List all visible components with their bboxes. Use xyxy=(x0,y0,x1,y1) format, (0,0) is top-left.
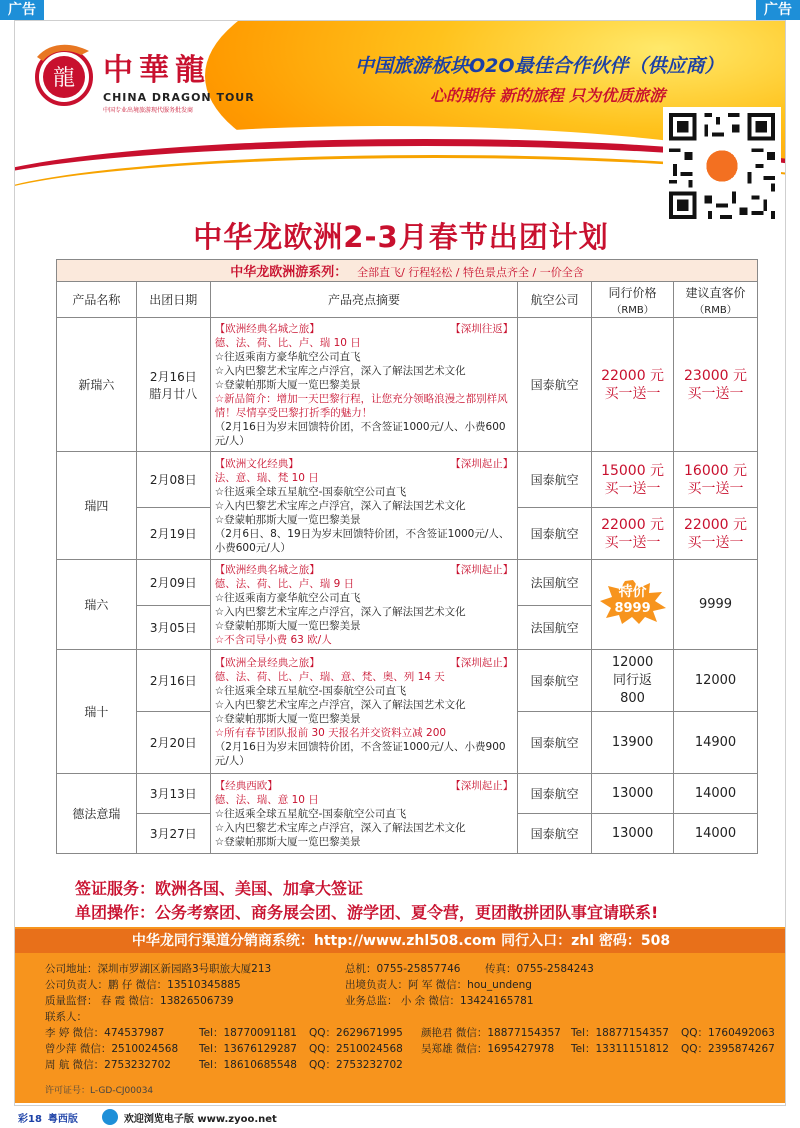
contact-tel: Tel：18770091181 xyxy=(199,1027,297,1039)
contact-person-row xyxy=(45,1025,775,1041)
special-price-burst-icon xyxy=(600,580,666,624)
highlight-tags xyxy=(215,779,513,793)
header-row xyxy=(57,282,758,318)
retail-price-promo: 买一送一 xyxy=(687,385,744,402)
page-title: 中华龙欧洲2-3月春节出团计划 xyxy=(193,220,609,254)
airline: 国泰航空 xyxy=(518,650,592,712)
page-footer xyxy=(14,1106,786,1128)
departure-date: 2月09日 xyxy=(136,560,210,606)
table-row xyxy=(57,560,758,606)
channel-link[interactable]: 中华龙同行渠道分销商系统：http://www.zhl508.com 同行入口：zhl 密码：508 xyxy=(15,929,786,953)
peer-price xyxy=(592,560,674,650)
tour-schedule-table xyxy=(56,259,758,854)
slogan-primary: 中国旅游板块O2O最佳合作伙伴（供应商） xyxy=(355,55,724,77)
highlight-line: ☆往返乘南方豪华航空公司直飞 xyxy=(214,591,361,604)
highlight-line: ☆往返乘全球五星航空-国泰航空公司直飞 xyxy=(214,807,407,820)
services-block xyxy=(75,877,658,925)
highlight-line: ☆往返乘全球五星航空-国泰航空公司直飞 xyxy=(214,684,407,697)
highlight-line: ☆登蒙帕那斯大厦一览巴黎美景 xyxy=(214,712,361,725)
contact-qq: QQ：2629671995 xyxy=(309,1027,403,1039)
retail-price xyxy=(674,318,758,452)
date-line-lunar: 腊月廿八 xyxy=(149,386,198,401)
airline: 国泰航空 xyxy=(518,712,592,774)
contact-wechat: 李 婷 微信：474537987 xyxy=(45,1027,165,1039)
highlight-tags xyxy=(215,457,513,471)
retail-price: 14000 xyxy=(674,814,758,854)
departure-date: 2月08日 xyxy=(136,452,210,508)
highlight-line: ☆入内巴黎艺术宝库之卢浮宫，深入了解法国艺术文化 xyxy=(214,698,466,711)
col-retail-price xyxy=(674,282,758,318)
highlight-line: ☆登蒙帕那斯大厦一览巴黎美景 xyxy=(214,513,361,526)
retail-price-value: 22000 元 xyxy=(684,516,748,533)
col-peer-price-label: 同行价格 xyxy=(608,285,657,300)
highlight-tags xyxy=(215,563,513,577)
retail-price-promo: 买一送一 xyxy=(687,480,744,497)
highlight-tag: 【欧洲文化经典】 xyxy=(214,457,299,470)
peer-price: 13000 xyxy=(592,774,674,814)
highlight-line: ☆登蒙帕那斯大厦一览巴黎美景 xyxy=(214,378,361,391)
site-logo-icon xyxy=(102,1109,118,1125)
highlight-extra: （2月6日、8、19日为岁末回馈特价团，不含签证1000元/人、小费600元/人） xyxy=(214,527,510,554)
route-tag: 【深圳起止】 xyxy=(450,779,514,792)
phone-main: 总机：0755-25857746 xyxy=(345,963,461,975)
highlight-tags xyxy=(215,656,513,670)
departure-date: 2月16日 xyxy=(136,650,210,712)
product-highlights xyxy=(210,452,517,560)
col-highlights: 产品亮点摘要 xyxy=(210,282,517,318)
qr-code-icon[interactable] xyxy=(663,107,781,225)
visa-services: 签证服务：欧洲各国、美国、加拿大签证 xyxy=(75,879,364,898)
retail-price: 9999 xyxy=(674,560,758,650)
contact-row xyxy=(45,1009,775,1025)
peer-price: 13900 xyxy=(592,712,674,774)
highlight-extra: （2月16日为岁末回馈特价团，不含签证1000元/人、小费600元/人） xyxy=(214,420,506,447)
airline: 国泰航空 xyxy=(518,318,592,452)
peer-price-value: 22000 元 xyxy=(601,516,665,533)
contact-qq: QQ：2753232702 xyxy=(309,1059,403,1071)
peer-price-promo: 买一送一 xyxy=(604,480,661,497)
contact-row xyxy=(45,993,775,1009)
col-date: 出团日期 xyxy=(136,282,210,318)
series-tags: 全部直飞/ 行程轻松 / 特色景点齐全 / 一价全含 xyxy=(357,266,584,279)
burst-value: 8999 xyxy=(614,601,651,616)
peer-price xyxy=(592,452,674,508)
table-row xyxy=(57,774,758,814)
peer-price: 13000 xyxy=(592,814,674,854)
highlight-line: ☆登蒙帕那斯大厦一览巴黎美景 xyxy=(214,835,361,848)
highlight-tag: 【欧洲全景经典之旅】 xyxy=(214,656,320,669)
peer-price-rebate: 同行返 xyxy=(613,672,653,688)
product-name: 瑞六 xyxy=(57,560,137,650)
series-row xyxy=(57,260,758,282)
route-tag: 【深圳起止】 xyxy=(450,656,514,669)
page-number: 彩18 xyxy=(18,1113,42,1125)
departure-date xyxy=(136,318,210,452)
license-number: 许可证号：L-GD-CJ00034 xyxy=(45,1086,154,1096)
highlight-note: ☆新品简介：增加一天巴黎行程，让您充分领略浪漫之都别样风情！尽情享受巴黎打折季的魅力！ xyxy=(214,392,508,419)
col-airline: 航空公司 xyxy=(518,282,592,318)
contact-row xyxy=(45,961,775,977)
table-row xyxy=(57,318,758,452)
contact-person-row xyxy=(45,1041,775,1057)
contact-person-row xyxy=(45,1057,775,1073)
slogan-secondary: 心的期待 新的旅程 只为优质旅游 xyxy=(430,86,666,105)
highlight-line: ☆往返乘全球五星航空-国泰航空公司直飞 xyxy=(214,485,407,498)
route: 法、意、瑞、梵 10 日 xyxy=(214,471,319,484)
fax: 传真：0755-2584243 xyxy=(485,963,594,975)
highlight-tag: 【欧洲经典名城之旅】 xyxy=(214,563,320,576)
series-title: 中华龙欧洲游系列： xyxy=(230,265,348,280)
route: 德、法、荷、比、卢、瑞 9 日 xyxy=(214,577,355,590)
product-name: 德法意瑞 xyxy=(57,774,137,854)
product-name: 瑞十 xyxy=(57,650,137,774)
business-director: 业务总监： 小 余 微信：13424165781 xyxy=(345,995,534,1007)
contact-wechat: 吴郑雄 微信：1695427978 xyxy=(421,1043,555,1055)
ad-tag-left: 广告 xyxy=(0,0,44,20)
peer-price-promo: 买一送一 xyxy=(604,385,661,402)
outbound-manager: 出境负责人：阿 军 微信：hou_undeng xyxy=(345,979,532,991)
departure-date: 3月27日 xyxy=(136,814,210,854)
series-cell xyxy=(57,260,758,282)
contact-tel: Tel：18877154357 xyxy=(571,1027,669,1039)
table-row xyxy=(57,452,758,508)
highlight-line: ☆入内巴黎艺术宝库之卢浮宫，深入了解法国艺术文化 xyxy=(214,821,466,834)
edition: 粤西版 xyxy=(47,1113,78,1125)
advert-page xyxy=(14,20,786,1106)
route-tag: 【深圳往返】 xyxy=(450,322,514,335)
peer-price xyxy=(592,650,674,712)
airline: 国泰航空 xyxy=(518,774,592,814)
peer-price-value: 22000 元 xyxy=(601,367,665,384)
route: 德、法、瑞、意 10 日 xyxy=(214,793,319,806)
airline: 国泰航空 xyxy=(518,814,592,854)
highlight-tag: 【经典西欧】 xyxy=(214,779,278,792)
contact-wechat: 颜艳君 微信：18877154357 xyxy=(421,1027,561,1039)
retail-price xyxy=(674,452,758,508)
contact-wechat: 周 航 微信：2753232702 xyxy=(45,1059,171,1071)
contact-qq: QQ：2510024568 xyxy=(309,1043,403,1055)
retail-price: 12000 xyxy=(674,650,758,712)
col-retail-unit: （RMB） xyxy=(694,304,737,316)
highlight-line: ☆入内巴黎艺术宝库之卢浮宫，深入了解法国艺术文化 xyxy=(214,499,466,512)
peer-price-rebate-amount: 800 xyxy=(620,690,645,706)
retail-price: 14900 xyxy=(674,712,758,774)
col-name: 产品名称 xyxy=(57,282,137,318)
table-row xyxy=(57,650,758,712)
group-services: 单团操作：公务考察团、商务展会团、游学团、夏令营，更团散拼团队事宜请联系! xyxy=(75,903,659,922)
contact-tel: Tel：18610685548 xyxy=(199,1059,297,1071)
departure-date: 3月13日 xyxy=(136,774,210,814)
contacts-label: 联系人： xyxy=(45,1011,87,1023)
col-retail-price-label: 建议直客价 xyxy=(685,285,746,300)
address: 公司地址：深圳市罗湖区新园路3号职旅大厦213 xyxy=(45,963,272,975)
peer-price-value: 15000 元 xyxy=(601,462,665,479)
col-peer-unit: （RMB） xyxy=(611,304,654,316)
route: 德、法、荷、比、卢、瑞 10 日 xyxy=(214,336,361,349)
product-highlights xyxy=(210,560,517,650)
highlight-extra: （2月16日为岁末回馈特价团，不含签证1000元/人、小费900元/人） xyxy=(214,740,506,767)
highlight-note: ☆所有春节团队报前 30 天报名并交资料立减 200 xyxy=(214,726,447,739)
departure-date: 2月19日 xyxy=(136,508,210,560)
product-highlights xyxy=(210,650,517,774)
highlight-tag: 【欧洲经典名城之旅】 xyxy=(214,322,320,335)
product-highlights xyxy=(210,774,517,854)
airline: 法国航空 xyxy=(518,560,592,606)
contact-tel: Tel：13311151812 xyxy=(571,1043,669,1055)
highlight-line: ☆登蒙帕那斯大厦一览巴黎美景 xyxy=(214,619,361,632)
retail-price xyxy=(674,508,758,560)
welcome-link[interactable]: 欢迎浏览电子版 www.zyoo.net xyxy=(123,1113,277,1125)
contact-qq: QQ：1760492063 xyxy=(681,1027,775,1039)
contact-wechat: 曾少萍 微信：2510024568 xyxy=(45,1043,179,1055)
highlight-line: ☆往返乘南方豪华航空公司直飞 xyxy=(214,350,361,363)
contact-block xyxy=(15,927,786,1103)
retail-price-promo: 买一送一 xyxy=(687,534,744,551)
peer-price xyxy=(592,508,674,560)
peer-price xyxy=(592,318,674,452)
brand-subtitle: 中国专业出境旅游现代服务批发商 xyxy=(103,107,194,114)
contact-qq: QQ：2395874267 xyxy=(681,1043,775,1055)
brand-name-cn: 中華龍 xyxy=(103,53,211,88)
route: 德、法、荷、比、卢、瑞、意、梵、奥、列 14 天 xyxy=(214,670,445,683)
svg-text:龍: 龍 xyxy=(52,66,76,91)
departure-date: 3月05日 xyxy=(136,606,210,650)
highlight-note: ☆不含司导小费 63 欧/人 xyxy=(214,633,332,646)
contact-tel: Tel：13676129287 xyxy=(199,1043,297,1055)
brand xyxy=(103,45,255,114)
airline: 国泰航空 xyxy=(518,452,592,508)
route-tag: 【深圳起止】 xyxy=(450,563,514,576)
burst-label: 特价 xyxy=(618,584,647,600)
quality-supervisor: 质量监督： 春 霞 微信：13826506739 xyxy=(45,995,234,1007)
company-manager: 公司负责人：鹏 仔 微信：13510345885 xyxy=(45,979,241,991)
airline: 法国航空 xyxy=(518,606,592,650)
route-tag: 【深圳起止】 xyxy=(450,457,514,470)
peer-price-promo: 买一送一 xyxy=(604,534,661,551)
retail-price-value: 16000 元 xyxy=(684,462,748,479)
highlight-line: ☆入内巴黎艺术宝库之卢浮宫，深入了解法国艺术文化 xyxy=(214,364,466,377)
airline: 国泰航空 xyxy=(518,508,592,560)
product-name: 新瑞六 xyxy=(57,318,137,452)
dragon-logo-icon xyxy=(29,39,99,109)
product-name: 瑞四 xyxy=(57,452,137,560)
highlight-tags xyxy=(215,322,513,336)
contacts xyxy=(45,961,775,1073)
retail-price: 14000 xyxy=(674,774,758,814)
ad-tag-right: 广告 xyxy=(756,0,800,20)
contact-row xyxy=(45,977,775,993)
brand-name-en: CHINA DRAGON TOUR xyxy=(103,91,255,104)
date-line: 2月16日 xyxy=(149,369,197,384)
product-highlights xyxy=(210,318,517,452)
peer-price-value: 12000 xyxy=(611,654,654,670)
departure-date: 2月20日 xyxy=(136,712,210,774)
retail-price-value: 23000 元 xyxy=(684,367,748,384)
highlight-line: ☆入内巴黎艺术宝库之卢浮宫，深入了解法国艺术文化 xyxy=(214,605,466,618)
col-peer-price xyxy=(592,282,674,318)
